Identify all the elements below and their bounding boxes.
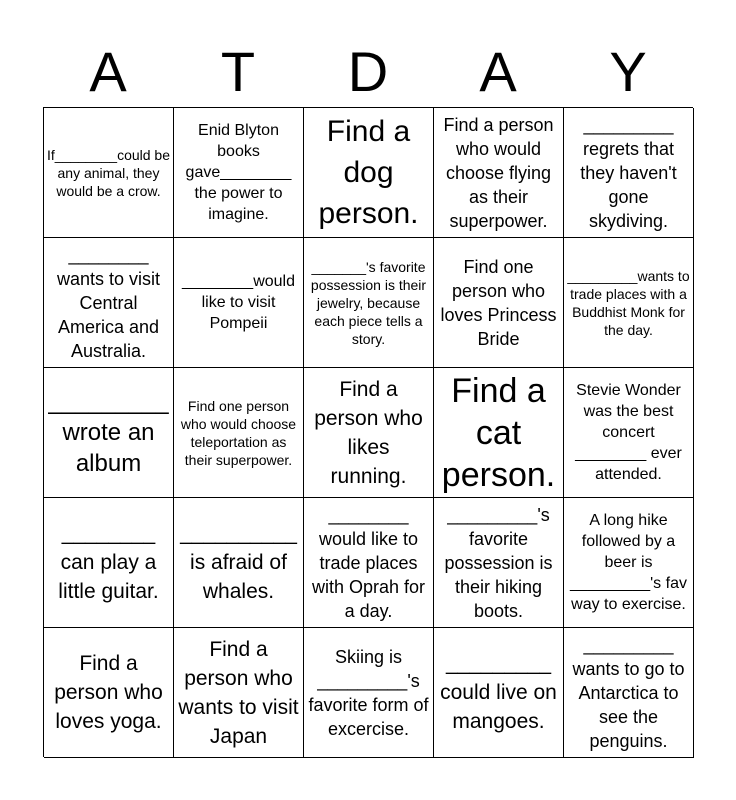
- cell-text: Stevie Wonder was the best concert ________ ever attended.: [575, 382, 682, 483]
- cell-text: Find a dog person.: [318, 115, 419, 230]
- cell-text: Skiing is _________'s favorite form of excercise.: [308, 646, 429, 739]
- cell-text: _________wants to trade places with a Buddhist Monk for the day.: [567, 267, 690, 338]
- bingo-cell: [174, 368, 304, 498]
- bingo-cell: [44, 108, 174, 238]
- bingo-title: [43, 38, 693, 106]
- cell-text: Enid Blyton books gave________ the power to imagine.: [185, 122, 292, 223]
- bingo-cell: [434, 238, 564, 368]
- title-letter-3: D: [347, 40, 389, 103]
- cell-text: _________ wrote an album: [48, 388, 169, 477]
- bingo-cell: [174, 628, 304, 758]
- bingo-cell: [44, 368, 174, 498]
- cell-text: ________would like to visit Pompeii: [182, 273, 295, 332]
- cell-text: Find a person who wants to visit Japan: [178, 637, 299, 748]
- cell-text: _________ could live on mangoes.: [440, 652, 557, 733]
- cell-text: Find one person who loves Princess Bride: [440, 256, 557, 349]
- cell-text: _______'s favorite possession is their jewelry, because each piece tells a story.: [310, 258, 427, 347]
- bingo-cell: [44, 498, 174, 628]
- bingo-cell: [564, 498, 694, 628]
- cell-text: If________could be any animal, they would be a crow.: [47, 146, 170, 199]
- cell-text: _________'s favorite possession is their hiking boots.: [444, 504, 553, 621]
- cell-text: Find one person who would choose teleportation as their superpower.: [180, 397, 297, 468]
- bingo-cell: [304, 108, 434, 238]
- bingo-cell: [564, 368, 694, 498]
- cell-text: _________ regrets that they haven't gone skydiving.: [580, 114, 677, 231]
- cell-text: ________ can play a little guitar.: [58, 522, 159, 603]
- bingo-cell: [174, 108, 304, 238]
- bingo-cell: [434, 108, 564, 238]
- title-letter-1: A: [89, 40, 127, 103]
- bingo-cell: [434, 498, 564, 628]
- bingo-cell: [434, 628, 564, 758]
- bingo-cell: [44, 628, 174, 758]
- cell-text: Find a person who likes running.: [314, 377, 423, 488]
- bingo-grid: [43, 107, 693, 757]
- title-letter-4: A: [479, 40, 517, 103]
- cell-text: _________ wants to go to Antarctica to see the penguins.: [572, 634, 685, 751]
- bingo-cell: [304, 498, 434, 628]
- cell-text: ________ would like to trade places with Oprah for a day.: [311, 504, 426, 621]
- cell-text: ________ wants to visit Central America and Australia.: [56, 244, 161, 361]
- bingo-cell: [304, 238, 434, 368]
- cell-text: Find a cat person.: [441, 371, 556, 494]
- bingo-cell: [174, 498, 304, 628]
- bingo-cell: [304, 628, 434, 758]
- cell-text: Find a person who loves yoga.: [54, 652, 163, 733]
- cell-text: Find a person who would choose flying as their superpower.: [443, 114, 554, 231]
- bingo-cell: [434, 368, 564, 498]
- bingo-cell: [304, 368, 434, 498]
- cell-text: A long hike followed by a beer is _________'s fav way to exercise.: [570, 512, 687, 613]
- bingo-cell: [44, 238, 174, 368]
- bingo-cell: [174, 238, 304, 368]
- bingo-cell: [564, 108, 694, 238]
- bingo-cell: [564, 628, 694, 758]
- title-letter-5: Y: [609, 40, 647, 103]
- bingo-cell: [564, 238, 694, 368]
- title-letter-2: T: [220, 40, 256, 103]
- cell-text: __________ is afraid of whales.: [180, 522, 297, 603]
